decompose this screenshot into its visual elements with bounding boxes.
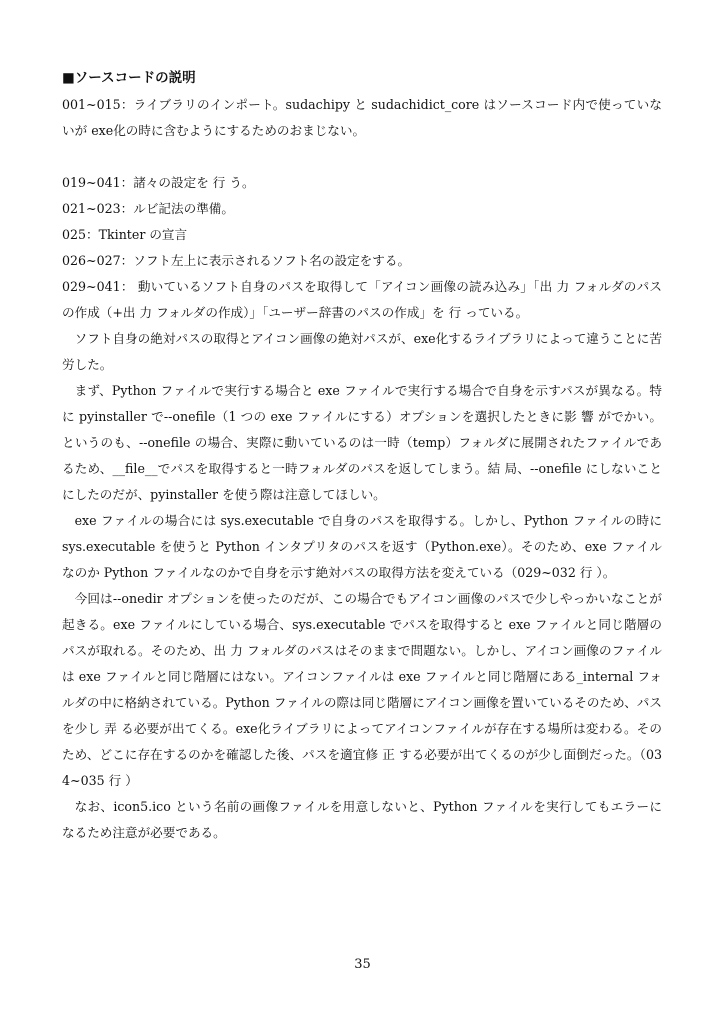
paragraph-ruby: 021~023：ルビ記法の準備。 <box>62 201 234 216</box>
paragraph-settings: 019~041：諸々の設定を 行 う。 <box>62 175 255 190</box>
main-content <box>62 68 662 846</box>
paragraph-python-vs-exe: まず、Python ファイルで実行する場合と exe ファイルで実行する場合で自身を示すパスが異なる。特に pyinstaller で--onefile（1 つの exe ファイルにする）オプションを選択したときに影 響 がでかい。というのも、--onefile の場合、実際に動いているのは一時（temp）フォルダに展開されたファイルであるため、__file__でパスを取得すると一時フォルダのパスを返してしまう。結 局、--onefile にしないことにしたのだが、pyinstaller を使う際は注意してほしい。 <box>62 383 662 502</box>
paragraph-title: 026~027：ソフト左上に表示されるソフト名の設定をする。 <box>62 253 411 268</box>
paragraph-sys-executable: exe ファイルの場合には sys.executable で自身のパスを取得する。しかし、Python ファイルの時に sys.executable を使うと Python インタプリタのパスを返す（Python.exe）。そのため、exe ファイルなのか Python ファイルなのかで自身を示す絶対パスの取得方法を変えている（029~032 行 ）。 <box>62 513 662 580</box>
paragraph-paths: 029~041： 動いているソフト自身のパスを取得して「アイコン画像の読み込み」「出 力 フォルダのパスの作成（+出 力 フォルダの作成）」「ユーザー辞書のパスの作成」を 行 っている。 <box>62 279 662 320</box>
paragraph-absolute-path: ソフト自身の絶対パスの取得とアイコン画像の絶対パスが、exe化するライブラリによって違うことに苦労した。 <box>62 331 662 372</box>
paragraph-imports: 001~015：ライブラリのインポート。sudachipy と sudachidict_core はソースコード内で使っていないが exe化の時に含むようにするためのおまじない。 <box>62 97 662 138</box>
spacer <box>62 144 662 170</box>
paragraph-onedir: 今回は--onedir オプションを使ったのだが、この場合でもアイコン画像のパスで少しやっかいなことが起きる。exe ファイルにしている場合、sys.executable でパスを取得すると exe ファイルと同じ階層のパスが取れる。そのため、出 力 フォルダのパスはそのままで問題ない。しかし、アイコン画像のファイルは exe ファイルと同じ階層にはない。アイコンファイルは exe ファイルと同じ階層にある_internal フォルダの中に格納されている。Python ファイルの際は同じ階層にアイコン画像を置いているそのため、パスを少し 弄 る必要が出てくる。exe化ライブラリによってアイコンファイルが存在する場所は変わる。そのため、どこに存在するのかを確認した後、パスを適宜修 正 する必要が出てくるのが少し面倒だった。（034~035 行 ） <box>62 591 662 788</box>
paragraph-tkinter: 025：Tkinter の宣言 <box>62 227 188 242</box>
paragraph-icon-note: なお、icon5.ico という名前の画像ファイルを用意しないと、Python ファイルを実行してもエラーになるため注意が必要である。 <box>62 799 662 840</box>
section-heading: ■ソースコードの説明 <box>62 70 196 86</box>
page-number: 35 <box>354 957 371 972</box>
